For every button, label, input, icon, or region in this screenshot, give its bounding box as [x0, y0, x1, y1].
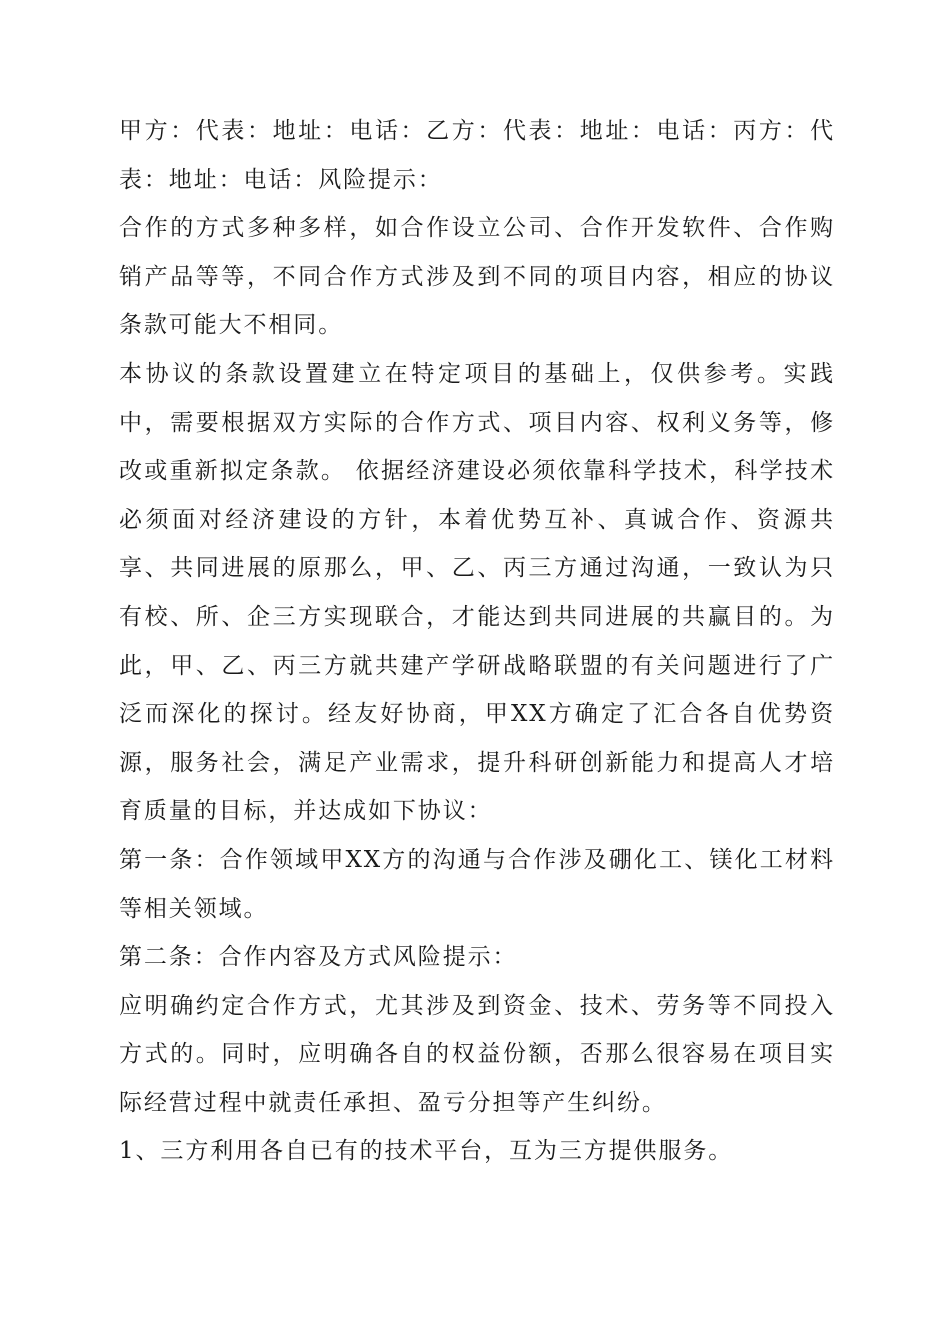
risk-note-paragraph: 应明确约定合作方式，尤其涉及到资金、技术、劳务等不同投入方式的。同时，应明确各自的权益份额，否那么很容易在项目实际经营过程中就责任承担、盈亏分担等产生纠纷。	[119, 992, 835, 1116]
agreement-basis-paragraph: 本协议的条款设置建立在特定项目的基础上，仅供参考。实践中，需要根据双方实际的合作方式、项目内容、权利义务等，修改或重新拟定条款。 依据经济建设必须依靠科学技术，科学技术必须面对经济建设的方针，本着优势互补、真诚合作、资源共享、共同进展的原那么，甲、乙、丙三方通过沟通，一致认为只有校、所、企三方实现联合，才能达到共同进展的共赢目的。为此，甲、乙、丙三方就共建产学研战略联盟的有关问题进行了广泛而深化的探讨。经友好协商，甲XX方确定了汇合各自优势资源，服务社会，满足产业需求，提升科研创新能力和提高人才培育质量的目标，并达成如下协议：	[119, 360, 835, 825]
parties-paragraph: 甲方：代表：地址：电话：乙方：代表：地址：电话：丙方：代表：地址：电话：风险提示：	[119, 118, 835, 193]
clause-one-paragraph: 1、三方利用各自已有的技术平台，互为三方提供服务。	[119, 1138, 734, 1165]
document-body	[119, 107, 835, 1176]
article-one-paragraph: 第一条：合作领域甲XX方的沟通与合作涉及硼化工、镁化工材料等相关领域。	[119, 846, 835, 922]
cooperation-methods-paragraph: 合作的方式多种多样，如合作设立公司、合作开发软件、合作购销产品等等，不同合作方式涉及到不同的项目内容，相应的协议条款可能大不相同。	[119, 215, 835, 339]
article-two-heading: 第二条：合作内容及方式风险提示：	[119, 944, 518, 971]
